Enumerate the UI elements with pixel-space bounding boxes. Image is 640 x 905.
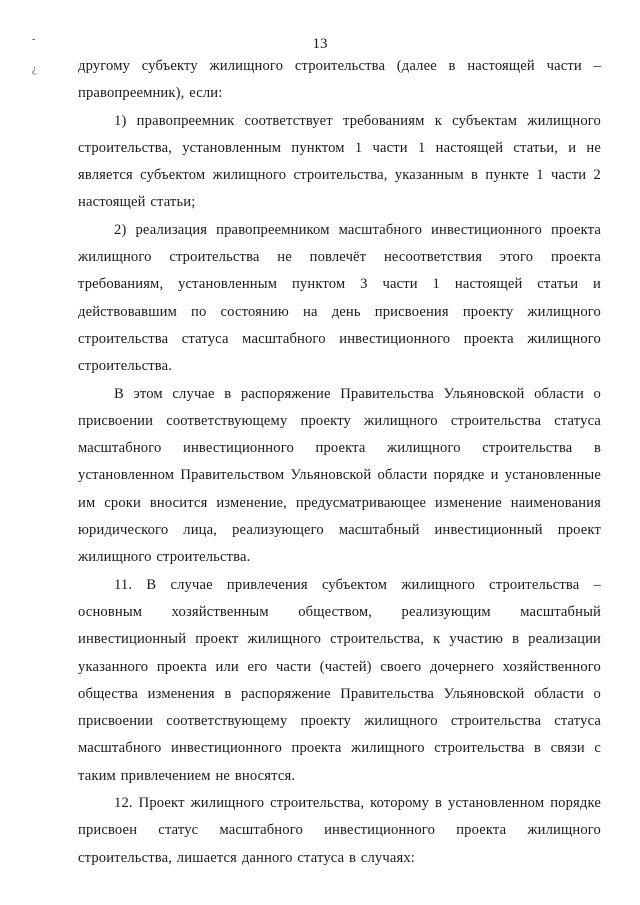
paragraph: 1) правопреемник соответствует требованиям к субъектам жилищного строительства, установленным пунктом 1 части 1 настоящей статьи, и не является субъектом жилищного строительства, указанным в пункте 1 части 2 настоящей статьи; — [78, 112, 601, 211]
paragraph: В этом случае в распоряжение Правительства Ульяновской области о присвоении соответствующему проекту жилищного строительства статуса масштабного инвестиционного проекта жилищного строительства в установленном Правительством Ульяновской области порядке и установленные им сроки вносится изменение, предусматривающее изменение наименования юридического лица, реализующего масштабный инвестиционный проект жилищного строительства. — [78, 385, 601, 566]
margin-mark: - — [32, 34, 36, 45]
paragraph: 2) реализация правопреемником масштабного инвестиционного проекта жилищного строительства не повлечёт несоответствия этого проекта требованиям, установленным пунктом 3 части 1 настоящей статьи и действовавшим по состоянию на день присвоения проекту жилищного строительства статуса масштабного инвестиционного проекта жилищного строительства. — [78, 221, 601, 375]
paragraph: 12. Проект жилищного строительства, которому в установленном порядке присвоен статус масштабного инвестиционного проекта жилищного строительства, лишается данного статуса в случаях: — [78, 795, 601, 866]
page-number: 13 — [312, 36, 328, 52]
paragraph: 11. В случае привлечения субъектом жилищного строительства – основным хозяйственным обществом, реализующим масштабный инвестиционный проект жилищного строительства, к участию в реализации указанного проекта или его части (частей) своего дочернего хозяйственного общества изменения в распоряжение Правительства Ульяновской области о присвоении соответствующему проекту жилищного строительства статуса масштабного инвестиционного проекта жилищного строительства в связи с таким привлечением не вносятся. — [78, 576, 601, 784]
paragraph: другому субъекту жилищного строительства (далее в настоящей части – правопреемник), если: — [78, 58, 601, 102]
margin-mark: ¿ — [32, 64, 37, 75]
document-body — [78, 53, 601, 872]
